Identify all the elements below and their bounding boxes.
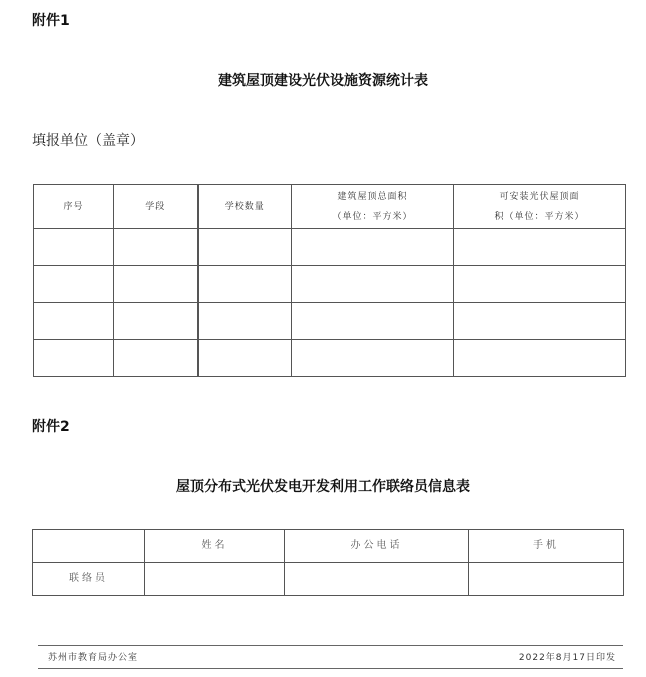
header-school-count: 学校数量 [198, 185, 292, 229]
table-row [34, 266, 626, 303]
office-phone-cell[interactable] [285, 563, 469, 596]
header-roof-area [292, 185, 454, 229]
table-cell[interactable] [198, 229, 292, 266]
table-row [34, 229, 626, 266]
table-cell[interactable] [454, 340, 626, 377]
table-cell[interactable] [454, 303, 626, 340]
table-cell[interactable] [292, 340, 454, 377]
table-cell[interactable] [34, 340, 114, 377]
table-cell[interactable] [34, 266, 114, 303]
header-name: 姓名 [145, 530, 285, 563]
table-cell[interactable] [292, 303, 454, 340]
attachment1-title: 建筑屋顶建设光伏设施资源统计表 [218, 73, 428, 89]
footer-bottom-rule [38, 668, 623, 669]
liaison-info-table [32, 529, 624, 596]
header-stage: 学段 [114, 185, 198, 229]
footer-issuer: 苏州市教育局办公室 [48, 653, 139, 663]
header-pv-area-line1: 可安装光伏屋顶面 [499, 191, 580, 202]
table-row [33, 563, 624, 596]
table-cell[interactable] [114, 229, 198, 266]
attachment2-title: 屋顶分布式光伏发电开发利用工作联络员信息表 [176, 479, 470, 495]
table-header-row [33, 530, 624, 563]
name-cell[interactable] [145, 563, 285, 596]
table-cell[interactable] [454, 266, 626, 303]
header-seq: 序号 [34, 185, 114, 229]
table-row [34, 340, 626, 377]
header-roof-area-line1: 建筑屋顶总面积 [337, 191, 408, 202]
table-cell[interactable] [292, 229, 454, 266]
attachment2-label: 附件2 [32, 419, 70, 435]
table-cell[interactable] [114, 340, 198, 377]
header-roof-area-line2: （单位：平方米） [332, 211, 413, 222]
footer-date: 2022年8月17日印发 [518, 653, 616, 663]
table-cell[interactable] [198, 303, 292, 340]
header-pv-area [454, 185, 626, 229]
header-pv-area-line2: 积（单位：平方米） [494, 211, 585, 222]
table-cell[interactable] [114, 303, 198, 340]
table-row [34, 303, 626, 340]
header-blank [33, 530, 145, 563]
table-cell[interactable] [198, 340, 292, 377]
mobile-cell[interactable] [469, 563, 624, 596]
footer-top-rule [38, 645, 623, 646]
header-office-phone: 办公电话 [285, 530, 469, 563]
header-mobile: 手机 [469, 530, 624, 563]
liaison-row-label: 联络员 [33, 563, 145, 596]
reporting-unit-label: 填报单位（盖章） [32, 133, 144, 149]
table-cell[interactable] [114, 266, 198, 303]
attachment1-label: 附件1 [32, 13, 70, 29]
table-cell[interactable] [292, 266, 454, 303]
table-cell[interactable] [454, 229, 626, 266]
table-cell[interactable] [198, 266, 292, 303]
table-header-row [34, 185, 626, 229]
table-cell[interactable] [34, 229, 114, 266]
table-cell[interactable] [34, 303, 114, 340]
resource-statistics-table [33, 184, 626, 377]
